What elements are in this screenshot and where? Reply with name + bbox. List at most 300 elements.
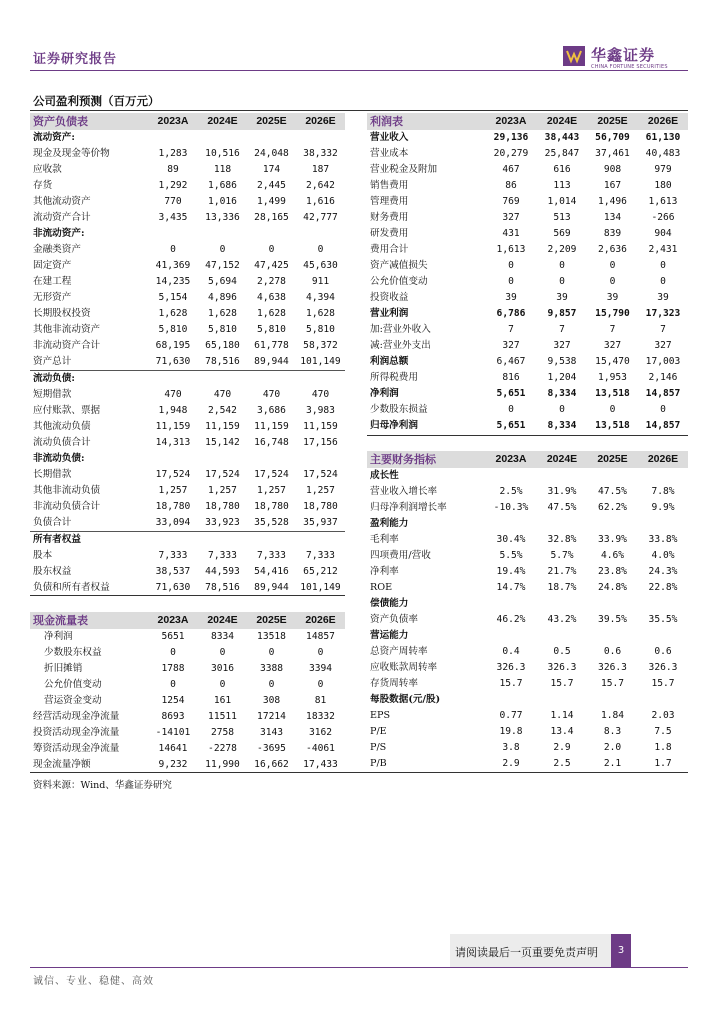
bs-cell: 1,016 bbox=[208, 196, 237, 207]
bs-cell: 2,542 bbox=[208, 405, 237, 416]
is-cell: 1,496 bbox=[598, 196, 627, 207]
ki-cell: 24.3% bbox=[648, 566, 678, 577]
header-divider bbox=[30, 70, 688, 71]
ki-row bbox=[367, 612, 688, 628]
is-cell: 0 bbox=[609, 404, 616, 415]
ki-cell: 1.14 bbox=[550, 710, 574, 721]
bs-cell: 470 bbox=[311, 389, 330, 400]
ki-row bbox=[367, 740, 688, 756]
cf-year-header: 2024E bbox=[198, 612, 247, 629]
ki-cell: 19.8 bbox=[499, 726, 523, 737]
is-cell: -266 bbox=[651, 212, 675, 223]
is-row bbox=[367, 354, 688, 370]
bs-row bbox=[30, 162, 345, 178]
bs-row bbox=[30, 467, 345, 483]
bs-row bbox=[30, 532, 345, 549]
logo-english-name: CHINA FORTUNE SECURITIES bbox=[591, 64, 668, 70]
bs-cell: 7,333 bbox=[257, 550, 286, 561]
ki-cell: 326.3 bbox=[496, 662, 526, 673]
cf-cell: 11511 bbox=[208, 711, 237, 722]
ki-row-label: 盈利能力 bbox=[370, 518, 409, 529]
bs-cell: 1,628 bbox=[306, 308, 335, 319]
is-cell: 39 bbox=[556, 292, 568, 303]
bs-cell: 24,048 bbox=[254, 148, 289, 159]
bs-cell bbox=[296, 226, 345, 242]
is-cell: 113 bbox=[553, 180, 571, 191]
bs-cell: 1,616 bbox=[306, 196, 335, 207]
bs-cell: 101,149 bbox=[300, 582, 341, 593]
bs-cell: 33,923 bbox=[205, 517, 240, 528]
ki-cell: 18.7% bbox=[547, 582, 577, 593]
is-cell: 2,636 bbox=[598, 244, 627, 255]
bs-row bbox=[30, 306, 345, 322]
ki-row bbox=[367, 644, 688, 660]
is-cell: 134 bbox=[603, 212, 622, 223]
is-row bbox=[367, 338, 688, 354]
ki-row bbox=[367, 484, 688, 500]
cf-cell: 14641 bbox=[158, 743, 188, 754]
is-bottom-rule bbox=[367, 435, 688, 436]
ki-row-label: 成长性 bbox=[370, 470, 399, 481]
cf-cell: 0 bbox=[268, 679, 275, 690]
ki-cell bbox=[638, 596, 688, 612]
is-cell: 7 bbox=[609, 324, 616, 335]
ki-row-label: ROE bbox=[370, 582, 393, 593]
ki-row bbox=[367, 564, 688, 580]
cf-row bbox=[30, 693, 345, 709]
bs-cell: 17,524 bbox=[205, 469, 240, 480]
is-row bbox=[367, 290, 688, 306]
cf-row-label: 经营活动现金净流量 bbox=[33, 711, 120, 722]
bs-cell: 35,937 bbox=[303, 517, 338, 528]
is-year-header: 2023A bbox=[485, 113, 537, 130]
ki-cell bbox=[638, 628, 688, 644]
ki-title: 主要财务指标 bbox=[367, 451, 485, 468]
report-type-label: 证券研究报告 bbox=[33, 52, 118, 67]
bs-cell: 4,394 bbox=[306, 292, 335, 303]
ki-cell: 326.3 bbox=[648, 662, 678, 673]
bs-cell: 3,435 bbox=[158, 212, 188, 223]
cf-cell: 11,990 bbox=[205, 759, 240, 770]
bs-row-label: 资产总计 bbox=[33, 356, 72, 367]
cf-row bbox=[30, 757, 345, 773]
bs-row bbox=[30, 210, 345, 226]
ki-cell: 3.8 bbox=[502, 742, 520, 753]
ki-cell: 15.7 bbox=[600, 678, 625, 689]
is-header-row bbox=[367, 113, 688, 130]
bs-cell: 17,524 bbox=[254, 469, 289, 480]
cf-row-label: 筹资活动现金净流量 bbox=[33, 743, 120, 754]
bs-cell: 3,983 bbox=[306, 405, 335, 416]
ki-cell: 24.8% bbox=[598, 582, 627, 593]
is-cell: 1,204 bbox=[547, 372, 577, 383]
bs-cell: 1,499 bbox=[257, 196, 286, 207]
bs-row-label: 存货 bbox=[33, 180, 53, 191]
is-title: 利润表 bbox=[367, 113, 485, 130]
is-row-label: 营业税金及附加 bbox=[370, 164, 438, 175]
ki-cell bbox=[485, 596, 537, 612]
is-cell: 29,136 bbox=[493, 132, 529, 143]
is-row-label: 公允价值变动 bbox=[370, 276, 428, 287]
ki-row-label: P/E bbox=[370, 726, 387, 737]
bs-row bbox=[30, 564, 345, 580]
is-year-header: 2025E bbox=[587, 113, 638, 130]
bs-row-label: 其他非流动资产 bbox=[33, 324, 101, 335]
cf-cell: 0 bbox=[317, 647, 324, 658]
ki-cell: 5.7% bbox=[550, 550, 574, 561]
ki-year-header: 2025E bbox=[587, 451, 638, 468]
bs-cell: 17,524 bbox=[303, 469, 338, 480]
bs-cell: 33,094 bbox=[155, 517, 191, 528]
bs-cell: 11,159 bbox=[155, 421, 191, 432]
disclaimer-link[interactable]: 请阅读最后一页重要免责声明 bbox=[455, 946, 598, 959]
bs-row-label: 流动负债: bbox=[30, 371, 148, 388]
bs-row bbox=[30, 322, 345, 338]
bs-row bbox=[30, 403, 345, 419]
is-cell: 0 bbox=[559, 260, 565, 271]
is-row bbox=[367, 402, 688, 418]
cf-row-label: 折旧摊销 bbox=[44, 663, 83, 674]
cf-cell: 3143 bbox=[259, 727, 284, 738]
bs-cell: 2,445 bbox=[257, 180, 286, 191]
ki-cell: 21.7% bbox=[547, 566, 577, 577]
bs-row-label: 负债和所有者权益 bbox=[33, 582, 110, 593]
is-row-label: 销售费用 bbox=[370, 180, 409, 191]
ki-row-label: 总资产周转率 bbox=[370, 646, 428, 657]
bs-cell: 16,748 bbox=[254, 437, 289, 448]
bs-cell: 38,537 bbox=[155, 566, 191, 577]
ki-cell: 33.9% bbox=[598, 534, 627, 545]
is-cell: 327 bbox=[502, 212, 520, 223]
ki-row bbox=[367, 676, 688, 692]
is-row-label: 费用合计 bbox=[370, 244, 409, 255]
bs-header-row bbox=[30, 113, 345, 130]
bs-row bbox=[30, 580, 345, 596]
is-cell: 7 bbox=[559, 324, 565, 335]
ki-cell: 326.3 bbox=[598, 662, 627, 673]
bs-row-label: 流动负债合计 bbox=[33, 437, 91, 448]
cf-cell: 1254 bbox=[161, 695, 185, 706]
cf-cell: -2278 bbox=[208, 743, 237, 754]
ki-cell: 31.9% bbox=[547, 486, 577, 497]
ki-cell: 2.5% bbox=[499, 486, 523, 497]
ki-cell: 7.8% bbox=[651, 486, 675, 497]
page-number: 3 bbox=[611, 934, 631, 968]
is-cell: 167 bbox=[603, 180, 622, 191]
ki-row bbox=[367, 500, 688, 516]
is-row-label: 加:营业外收入 bbox=[370, 324, 431, 335]
is-row-label: 资产减值损失 bbox=[370, 260, 428, 271]
data-source-note: 资料来源：Wind、华鑫证券研究 bbox=[33, 780, 172, 791]
bs-cell bbox=[198, 226, 247, 242]
ki-cell: 47.5% bbox=[547, 502, 577, 513]
bs-cell: 11,159 bbox=[205, 421, 240, 432]
cf-cell: 17,433 bbox=[303, 759, 338, 770]
bs-year-header: 2024E bbox=[198, 113, 247, 130]
ki-row-label: EPS bbox=[370, 710, 391, 721]
ki-cell: 0.6 bbox=[603, 646, 622, 657]
bs-row bbox=[30, 515, 345, 532]
bs-cell: 470 bbox=[164, 389, 182, 400]
is-cell: 467 bbox=[502, 164, 520, 175]
bs-row-label: 所有者权益 bbox=[30, 532, 148, 549]
bs-row-label: 非流动负债: bbox=[33, 453, 85, 464]
is-year-header: 2024E bbox=[537, 113, 587, 130]
bs-cell: 41,369 bbox=[155, 260, 191, 271]
bs-cell bbox=[247, 130, 296, 146]
bs-cell: 5,694 bbox=[208, 276, 237, 287]
bs-cell: 45,630 bbox=[303, 260, 338, 271]
cf-cell: 5651 bbox=[161, 631, 185, 642]
ki-row-label: 资产负债率 bbox=[370, 614, 418, 625]
bs-row-label: 非流动负债合计 bbox=[33, 501, 101, 512]
bs-cell: 5,810 bbox=[306, 324, 335, 335]
ki-cell bbox=[638, 468, 688, 484]
is-cell: 0 bbox=[559, 276, 565, 287]
bs-cell: 1,292 bbox=[158, 180, 188, 191]
ki-cell: 2.9 bbox=[502, 758, 520, 769]
is-cell: 20,279 bbox=[493, 148, 529, 159]
bs-cell: 89,944 bbox=[254, 356, 289, 367]
section-title: 公司盈利预测（百万元） bbox=[33, 94, 160, 108]
bs-row-label: 应收款 bbox=[33, 164, 62, 175]
is-row-label: 少数股东损益 bbox=[370, 404, 428, 415]
ki-cell: 46.2% bbox=[496, 614, 526, 625]
is-cell: 0 bbox=[660, 260, 666, 271]
bs-row bbox=[30, 354, 345, 371]
cf-row-label: 少数股东权益 bbox=[44, 647, 102, 658]
ki-cell: 32.8% bbox=[547, 534, 577, 545]
is-cell: 816 bbox=[502, 372, 520, 383]
ki-row bbox=[367, 756, 688, 772]
income-statement-table bbox=[367, 113, 688, 434]
ki-cell: 326.3 bbox=[547, 662, 577, 673]
ki-cell: 7.5 bbox=[654, 726, 672, 737]
is-cell: 616 bbox=[553, 164, 571, 175]
ki-row bbox=[367, 724, 688, 740]
cf-cell: 0 bbox=[219, 647, 226, 658]
ki-row bbox=[367, 660, 688, 676]
cf-cell: 0 bbox=[170, 647, 176, 658]
is-row-label: 研发费用 bbox=[370, 228, 409, 239]
cf-row bbox=[30, 677, 345, 693]
is-row bbox=[367, 210, 688, 226]
ki-row-label: 每股数据(元/股) bbox=[370, 694, 441, 705]
ki-row-label: 归母净利润增长率 bbox=[370, 502, 447, 513]
brand-mark-icon bbox=[563, 46, 585, 66]
bs-cell: 2,642 bbox=[306, 180, 335, 191]
cf-cell: 0 bbox=[170, 679, 176, 690]
ki-cell: 2.1 bbox=[603, 758, 622, 769]
cf-cell: 3388 bbox=[259, 663, 284, 674]
is-year-header: 2026E bbox=[638, 113, 688, 130]
ki-cell: 47.5% bbox=[598, 486, 627, 497]
bs-row-label: 长期股权投资 bbox=[33, 308, 91, 319]
bs-cell: 61,778 bbox=[254, 340, 289, 351]
cf-cell: 13518 bbox=[257, 631, 286, 642]
bs-cell: 10,516 bbox=[205, 148, 240, 159]
is-cell: 1,613 bbox=[496, 244, 526, 255]
is-cell: 0 bbox=[559, 404, 565, 415]
is-cell: 9,538 bbox=[547, 356, 577, 367]
ki-cell: 2.5 bbox=[553, 758, 571, 769]
is-cell: 37,461 bbox=[595, 148, 630, 159]
is-cell: 5,651 bbox=[496, 388, 526, 399]
is-row bbox=[367, 322, 688, 338]
bs-cell: 89,944 bbox=[254, 582, 289, 593]
bs-cell: 11,159 bbox=[303, 421, 338, 432]
ki-cell bbox=[638, 516, 688, 532]
ki-cell bbox=[587, 596, 638, 612]
bs-row bbox=[30, 371, 345, 388]
bs-cell bbox=[148, 226, 198, 242]
ki-row-label: 毛利率 bbox=[370, 534, 399, 545]
bs-cell: 187 bbox=[311, 164, 330, 175]
is-cell: 7 bbox=[508, 324, 514, 335]
bs-title: 资产负债表 bbox=[30, 113, 148, 130]
is-cell: 14,857 bbox=[645, 420, 681, 431]
bs-row-label: 无形资产 bbox=[33, 292, 72, 303]
footer-divider bbox=[30, 967, 688, 968]
bs-cell: 7,333 bbox=[208, 550, 237, 561]
ki-cell: -10.3% bbox=[493, 502, 529, 513]
is-cell: 8,334 bbox=[547, 420, 577, 431]
ki-cell: 8.3 bbox=[603, 726, 622, 737]
bs-cell: 18,780 bbox=[303, 501, 338, 512]
bs-cell: 1,257 bbox=[257, 485, 286, 496]
is-row bbox=[367, 386, 688, 402]
bs-year-header: 2025E bbox=[247, 113, 296, 130]
ki-cell: 19.4% bbox=[496, 566, 526, 577]
cf-cell: 0 bbox=[219, 679, 226, 690]
bs-cell bbox=[198, 130, 247, 146]
is-cell: 6,786 bbox=[496, 308, 526, 319]
ki-row bbox=[367, 532, 688, 548]
bs-cell: 65,180 bbox=[205, 340, 240, 351]
ki-row-label: P/B bbox=[370, 758, 387, 769]
cf-cell: -4061 bbox=[306, 743, 335, 754]
is-cell: 513 bbox=[553, 212, 571, 223]
bs-cell: 58,372 bbox=[303, 340, 338, 351]
bs-cell: 0 bbox=[170, 244, 176, 255]
ki-cell: 23.8% bbox=[598, 566, 627, 577]
bs-cell: 1,686 bbox=[208, 180, 237, 191]
ki-cell bbox=[587, 628, 638, 644]
ki-cell: 5.5% bbox=[499, 550, 523, 561]
is-cell: 0 bbox=[660, 276, 666, 287]
bs-cell: 0 bbox=[219, 244, 226, 255]
cf-cell: 3394 bbox=[308, 663, 333, 674]
ki-cell: 0.5 bbox=[553, 646, 571, 657]
bs-cell: 71,630 bbox=[155, 356, 191, 367]
cf-cell: 1788 bbox=[161, 663, 185, 674]
bs-cell: 11,159 bbox=[254, 421, 289, 432]
is-row-label: 营业利润 bbox=[370, 308, 409, 319]
cf-row-label: 营运资金变动 bbox=[44, 695, 102, 706]
ki-cell: 4.0% bbox=[651, 550, 675, 561]
is-row-label: 财务费用 bbox=[370, 212, 409, 223]
ki-cell: 13.4 bbox=[550, 726, 574, 737]
bs-cell: 5,810 bbox=[158, 324, 188, 335]
ki-row bbox=[367, 708, 688, 724]
is-row-label: 所得税费用 bbox=[370, 372, 418, 383]
cf-row-label: 投资活动现金净流量 bbox=[33, 727, 120, 738]
is-cell: 2,209 bbox=[547, 244, 577, 255]
bs-row bbox=[30, 435, 345, 451]
ki-cell: 33.8% bbox=[648, 534, 678, 545]
is-cell: 0 bbox=[508, 276, 514, 287]
is-row bbox=[367, 370, 688, 386]
ki-row bbox=[367, 628, 688, 644]
bs-row bbox=[30, 451, 345, 467]
is-cell: 17,323 bbox=[645, 308, 681, 319]
ki-cell: 15.7 bbox=[550, 678, 574, 689]
ki-cell bbox=[485, 692, 537, 708]
ki-cell: 2.03 bbox=[651, 710, 675, 721]
bs-row bbox=[30, 499, 345, 515]
is-cell: 39 bbox=[657, 292, 669, 303]
bs-cell: 1,257 bbox=[208, 485, 237, 496]
cf-row bbox=[30, 661, 345, 677]
ki-row-label: P/S bbox=[370, 742, 387, 753]
bs-cell bbox=[296, 130, 345, 146]
cf-row-label: 现金流量净额 bbox=[33, 759, 91, 770]
is-row-label: 管理费用 bbox=[370, 196, 409, 207]
bs-row-label: 非流动资产合计 bbox=[33, 340, 101, 351]
is-row bbox=[367, 306, 688, 322]
cf-row-label: 净利润 bbox=[44, 631, 73, 642]
ki-cell: 4.6% bbox=[600, 550, 625, 561]
is-row-label: 营业成本 bbox=[370, 148, 409, 159]
is-row-label: 利润总额 bbox=[370, 356, 409, 367]
ki-cell: 39.5% bbox=[598, 614, 627, 625]
ki-cell: 0.6 bbox=[654, 646, 672, 657]
cf-cell: 16,662 bbox=[254, 759, 289, 770]
is-cell: 1,613 bbox=[648, 196, 678, 207]
bs-cell bbox=[198, 371, 247, 388]
is-cell: 7 bbox=[660, 324, 666, 335]
bs-row bbox=[30, 178, 345, 194]
is-cell: 14,857 bbox=[645, 388, 681, 399]
bs-cell: 42,777 bbox=[303, 212, 338, 223]
is-cell: 327 bbox=[654, 340, 672, 351]
bs-cell bbox=[148, 451, 198, 467]
ki-cell bbox=[587, 516, 638, 532]
bs-year-header: 2023A bbox=[148, 113, 198, 130]
bs-row bbox=[30, 146, 345, 162]
section-divider bbox=[30, 110, 688, 111]
is-cell: 327 bbox=[603, 340, 622, 351]
bs-row-label: 现金及现金等价物 bbox=[33, 148, 110, 159]
bs-row-label: 在建工程 bbox=[33, 276, 72, 287]
is-cell: 15,470 bbox=[595, 356, 630, 367]
bs-row-label: 股本 bbox=[33, 550, 53, 561]
is-row bbox=[367, 242, 688, 258]
ki-cell: 1.84 bbox=[600, 710, 625, 721]
bs-cell: 101,149 bbox=[300, 356, 341, 367]
ki-cell bbox=[587, 692, 638, 708]
is-row-label: 投资收益 bbox=[370, 292, 409, 303]
bs-cell: 54,416 bbox=[254, 566, 289, 577]
ki-cell bbox=[485, 516, 537, 532]
is-row bbox=[367, 258, 688, 274]
bs-cell bbox=[247, 532, 296, 549]
is-cell: 25,847 bbox=[544, 148, 580, 159]
cf-row bbox=[30, 645, 345, 661]
bs-bottom-rule bbox=[30, 595, 345, 596]
bs-cell: 47,425 bbox=[254, 260, 289, 271]
is-row bbox=[367, 146, 688, 162]
